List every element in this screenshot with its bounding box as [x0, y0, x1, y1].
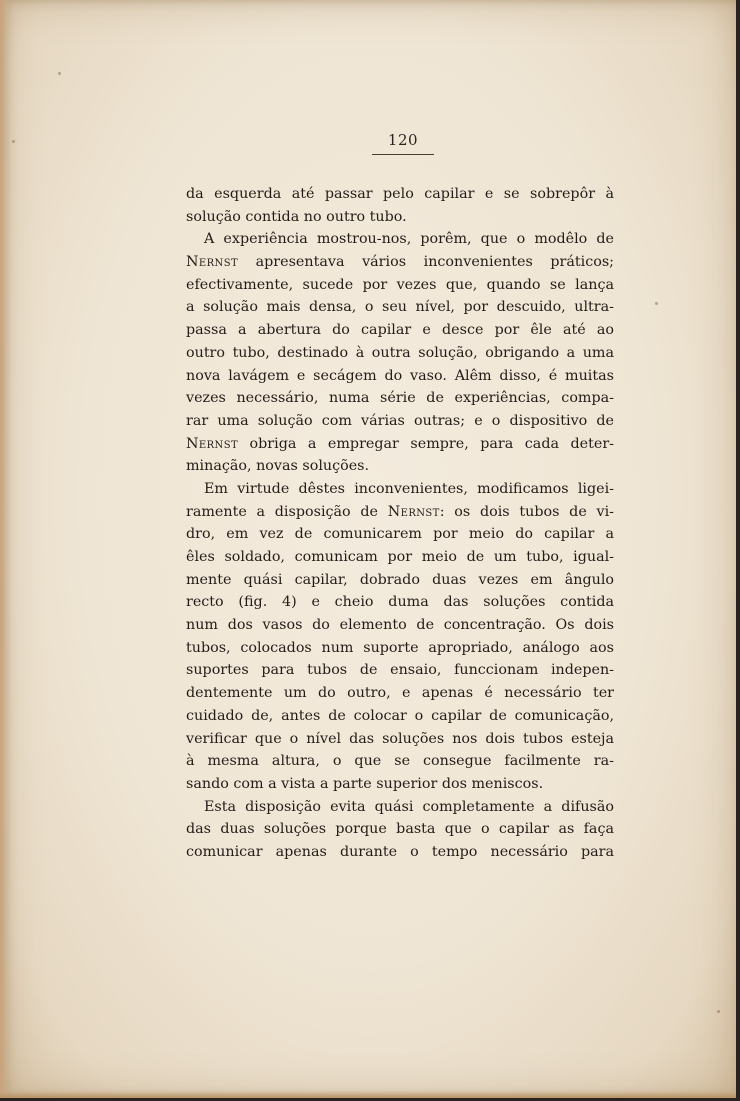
text-line	[186, 387, 614, 410]
line-text: comunicar apenas durante o tempo necessário para	[186, 843, 614, 860]
line-text: mente quási capilar, dobrado duas vezes em ângulo	[186, 571, 614, 588]
text-line	[186, 206, 614, 229]
page-number: 120	[387, 131, 419, 149]
line-text: Em virtude dêstes inconvenientes, modificamos ligei-	[204, 480, 614, 497]
line-text: cuidado de, antes de colocar o capilar de comunicação,	[186, 707, 614, 724]
text-line	[186, 659, 614, 682]
line-text: obriga a empregar sempre, para cada deter-	[238, 435, 614, 452]
line-text: minação, novas soluções.	[186, 458, 370, 475]
line-text: num dos vasos do elemento de concentração. Os dois	[186, 617, 614, 634]
line-text: outro tubo, destinado à outra solução, obrigando a uma	[186, 344, 614, 361]
text-line	[186, 841, 614, 864]
line-text: nova lavágem e secágem do vaso. Alêm disso, é muitas	[186, 367, 614, 384]
text-line	[186, 319, 614, 342]
line-text: Esta disposição evita quási completamente a difusão	[204, 798, 614, 815]
line-text: apresentava vários inconvenientes práticos;	[238, 254, 614, 271]
line-text: da esquerda até passar pelo capilar e se sobrepôr à	[186, 186, 614, 202]
text-line	[186, 682, 614, 705]
line-text: solução contida no outro tubo.	[186, 208, 407, 225]
line-text: à mesma altura, o que se consegue facilmente ra-	[186, 753, 614, 770]
line-text: A experiência mostrou-nos, porêm, que o modêlo de	[204, 231, 614, 248]
line-text: vezes necessário, numa série de experiências, compa-	[186, 390, 614, 407]
text-line	[186, 637, 614, 660]
text-line	[186, 728, 614, 751]
author-name: Nernst	[186, 435, 239, 452]
text-line	[186, 501, 614, 524]
page-bottom-edge	[0, 1090, 736, 1098]
page-left-edge	[0, 0, 10, 1098]
text-line	[186, 365, 614, 388]
line-text: a solução mais densa, o seu nível, por descuido, ultra-	[186, 299, 614, 316]
text-line	[186, 818, 614, 841]
text-line	[186, 410, 614, 433]
text-line	[186, 183, 614, 206]
author-name: Nernst	[387, 503, 440, 520]
page-number-rule	[372, 154, 434, 155]
line-text: verificar que o nível das soluções nos dois tubos esteja	[186, 730, 614, 747]
line-text: rar uma solução com várias outras; e o dispositivo de	[186, 412, 614, 429]
author-name: Nernst	[186, 254, 239, 271]
text-line	[186, 591, 614, 614]
text-line	[186, 228, 614, 251]
line-text: suportes para tubos de ensaio, funccionam indepen-	[186, 662, 614, 679]
body-text	[186, 183, 614, 864]
text-line	[186, 705, 614, 728]
text-line	[186, 796, 614, 819]
paper-speck	[12, 140, 15, 143]
text-line	[186, 296, 614, 319]
line-text: sando com a vista a parte superior dos meniscos.	[186, 775, 544, 792]
line-text: ramente a disposição de	[186, 503, 388, 520]
line-text: tubos, colocados num suporte apropriado, análogo aos	[186, 639, 614, 656]
line-text: das duas soluções porque basta que o capilar as faça	[186, 821, 614, 838]
paper-speck	[58, 72, 61, 75]
text-line	[186, 251, 614, 274]
paper-speck	[655, 302, 658, 305]
text-line	[186, 614, 614, 637]
text-line	[186, 569, 614, 592]
text-line	[186, 342, 614, 365]
text-line	[186, 773, 614, 796]
paper-speck	[717, 1010, 720, 1013]
line-text: dro, em vez de comunicarem por meio do capilar a	[186, 526, 614, 543]
line-text: êles soldado, comunicam por meio de um tubo, igual-	[186, 549, 614, 565]
text-line	[186, 478, 614, 501]
text-line	[186, 274, 614, 297]
line-text: recto (fig. 4) e cheio duma das soluções contida	[186, 594, 614, 611]
text-line	[186, 546, 614, 569]
text-line	[186, 750, 614, 773]
line-text: passa a abertura do capilar e desce por êle até ao	[186, 322, 614, 339]
text-line	[186, 455, 614, 478]
text-line	[186, 433, 614, 456]
line-text: : os dois tubos de vi-	[439, 503, 614, 520]
text-line	[186, 523, 614, 546]
line-text: dentemente um do outro, e apenas é necessário ter	[186, 685, 614, 702]
line-text: efectivamente, sucede por vezes que, quando se lança	[186, 276, 614, 293]
